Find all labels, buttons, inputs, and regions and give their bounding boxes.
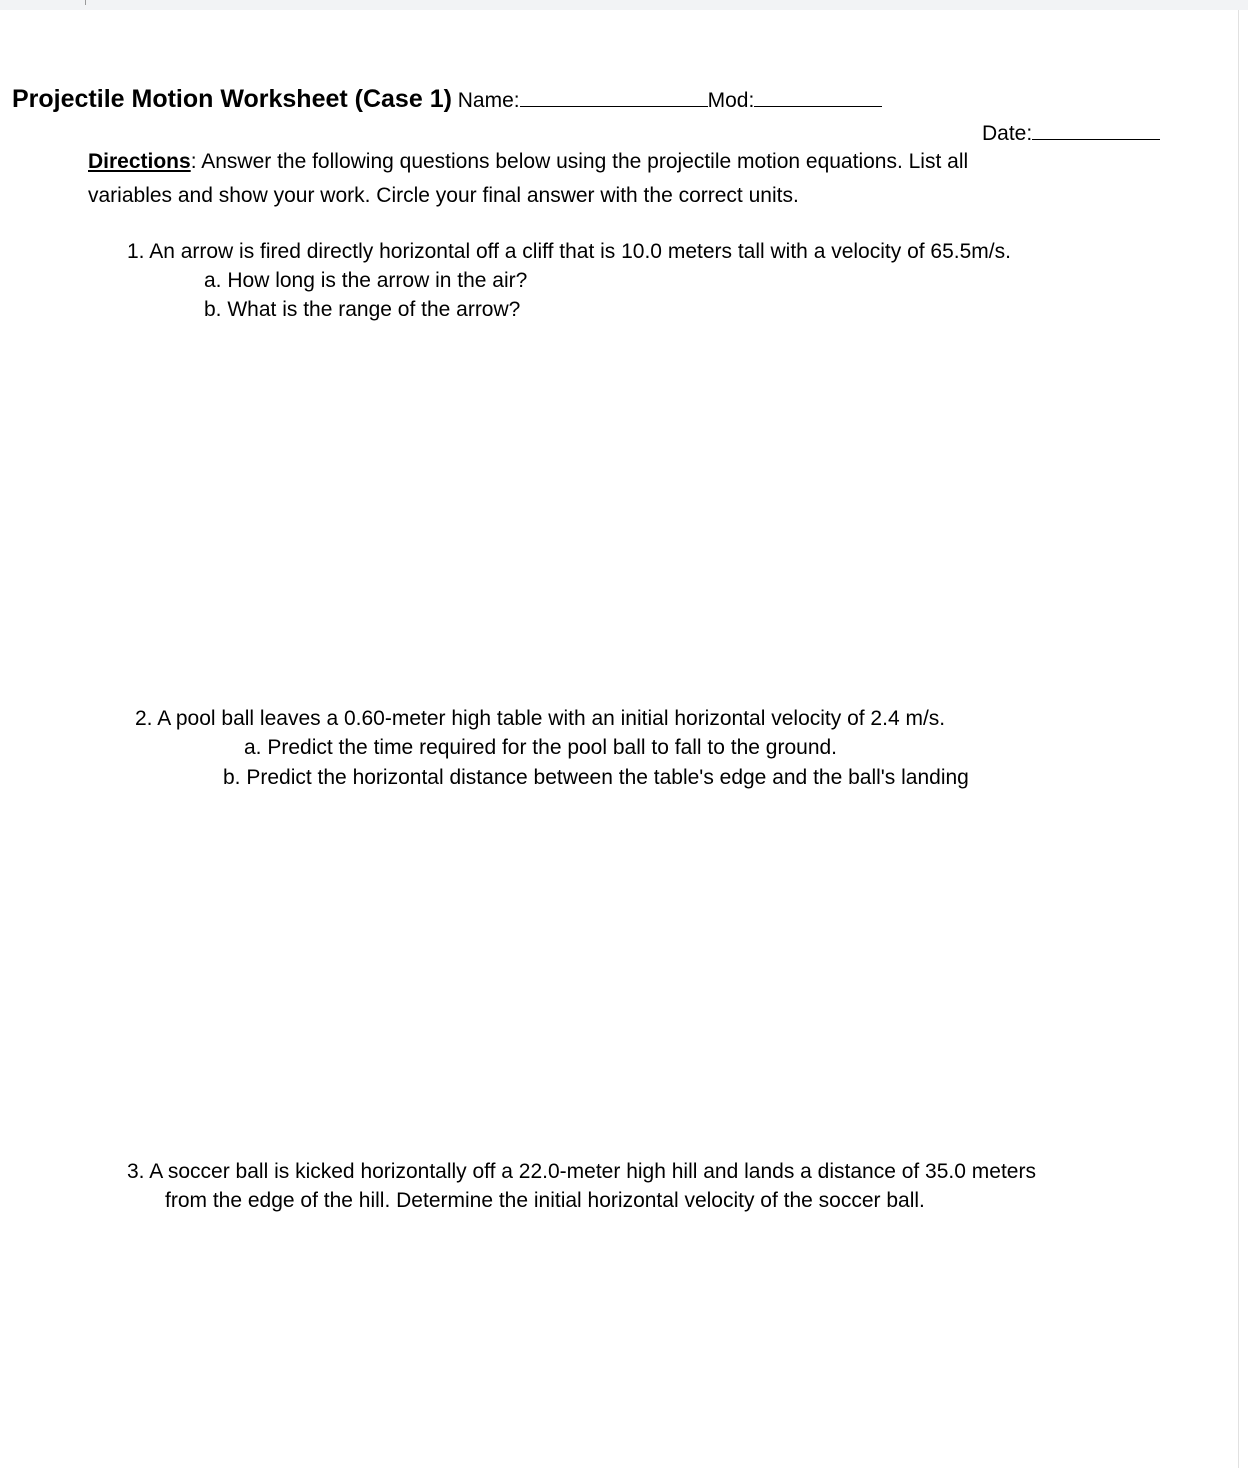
directions-label: Directions <box>88 150 191 173</box>
question-2-part-b: b. Predict the horizontal distance between the table's edge and the ball's landing <box>223 766 969 789</box>
question-1-part-a: a. How long is the arrow in the air? <box>204 269 528 292</box>
mod-label: Mod: <box>707 89 755 112</box>
mod-field[interactable] <box>754 86 882 107</box>
directions-line-1 <box>88 149 968 175</box>
question-3-continuation: from the edge of the hill. Determine the initial horizontal velocity of the soccer ball. <box>165 1189 925 1212</box>
question-3: 3. A soccer ball is kicked horizontally off a 22.0-meter high hill and lands a distance of 35.0 meters <box>127 1160 1036 1183</box>
date-line <box>982 119 1160 147</box>
date-field[interactable] <box>1032 119 1160 140</box>
ruler-tick <box>85 0 86 5</box>
viewer-top-strip <box>0 0 1248 10</box>
page-edge <box>1238 10 1239 1468</box>
name-label: Name: <box>457 89 520 112</box>
worksheet-header <box>12 84 882 114</box>
question-1: 1. An arrow is fired directly horizontal off a cliff that is 10.0 meters tall with a velocity of 65.5m/s. <box>127 240 1011 263</box>
date-label: Date: <box>982 122 1033 145</box>
directions-line-2: variables and show your work. Circle your final answer with the correct units. <box>88 184 799 207</box>
question-2-part-a: a. Predict the time required for the pool ball to fall to the ground. <box>244 736 838 759</box>
question-1-part-b: b. What is the range of the arrow? <box>204 298 521 321</box>
question-2: 2. A pool ball leaves a 0.60-meter high table with an initial horizontal velocity of 2.4 m/s. <box>135 707 946 730</box>
worksheet-title: Projectile Motion Worksheet (Case 1) <box>12 85 452 113</box>
directions-text-1: : Answer the following questions below using the projectile motion equations. List all <box>190 150 969 173</box>
name-field[interactable] <box>520 86 708 107</box>
